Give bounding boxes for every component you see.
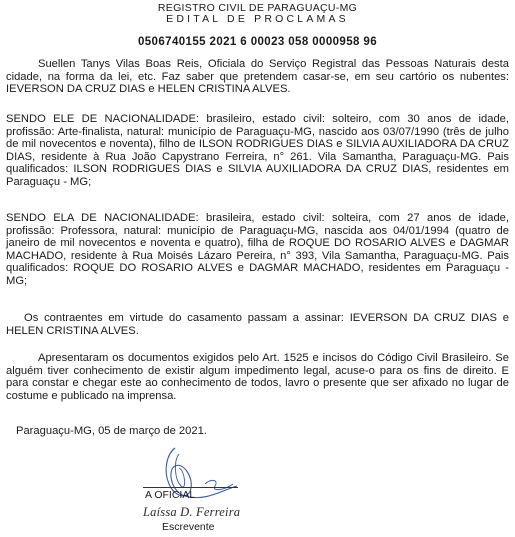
- signature-label: A OFICIAL: [145, 489, 196, 501]
- signature-scribble-icon: [145, 440, 245, 512]
- intro-paragraph: Suellen Tanys Vilas Boas Reis, Oficiala do Serviço Registral das Pessoas Naturais desta cidade, na forma da lei, etc. Faz saber que pretendem casar-se, em seu cartório os nubentes: IEVERSON DA CRUZ DIAS e HELEN CRISTINA ALVES.: [6, 58, 509, 96]
- registry-number: 0506740155 2021 6 00023 058 0000958 96: [137, 36, 378, 48]
- groom-paragraph: SENDO ELE DE NACIONALIDADE: brasileiro, estado civil: solteiro, com 30 anos de idade, profissão: Arte-finalista, natural: município de Paraguaçu-MG, nascido aos 03/07/1990 (três de julho de mil novecentos e noventa), filho de ILSON RODRIGUES DIAS e SILVIA AUXILIADORA DA CRUZ DIAS, residente à Rua João Capystrano Ferreira, n° 261. Vila Samantha, Paraguaçu-MG. Pais qualificados: ILSON RODRIGUES DIAS e SILVIA AUXILIADORA DA CRUZ DIAS, residentes em Paraguaçu - MG;: [6, 113, 509, 188]
- bride-paragraph: SENDO ELA DE NACIONALIDADE: brasileira, estado civil: solteira, com 27 anos de idade, profissão: Professora, natural: município de Paraguaçu-MG, nascida aos 04/01/1994 (quatro de janeiro de mil novecentos e noventa e quatro), filha de ROQUE DO ROSARIO ALVES e DAGMAR MACHADO, residente à Rua Moisés Lázaro Pereira, n° 393, Vila Samantha, Paraguaçu-MG. Pais qualificados: ROQUE DO ROSARIO ALVES e DAGMAR MACHADO, residentes em Paraguaçu - MG;: [6, 212, 509, 287]
- registry-title: REGISTRO CIVIL DE PARAGUAÇU-MG: [157, 2, 358, 14]
- closing-paragraph: Apresentaram os documentos exigidos pelo Art. 1525 e incisos do Código Civil Brasileiro. Se alguém tiver conhecimento de existir algum impedimento legal, acuse-o para os fins de direito. E para constar e chegar este ao conhecimento de todos, lavro o presente que ser afixado no lugar de costume e publicado na imprensa.: [6, 352, 509, 402]
- edital-title: EDITAL DE PROCLAMAS: [166, 13, 349, 25]
- date-line: Paraguaçu-MG, 05 de março de 2021.: [16, 425, 207, 437]
- signing-paragraph: Os contraentes em virtude do casamento passam a assinar: IEVERSON DA CRUZ DIAS e HELEN CRISTINA ALVES.: [6, 312, 509, 337]
- signer-name: Laíssa D. Ferreira: [143, 505, 241, 519]
- signature-line: [143, 487, 238, 488]
- signer-role: Escrevente: [162, 521, 215, 533]
